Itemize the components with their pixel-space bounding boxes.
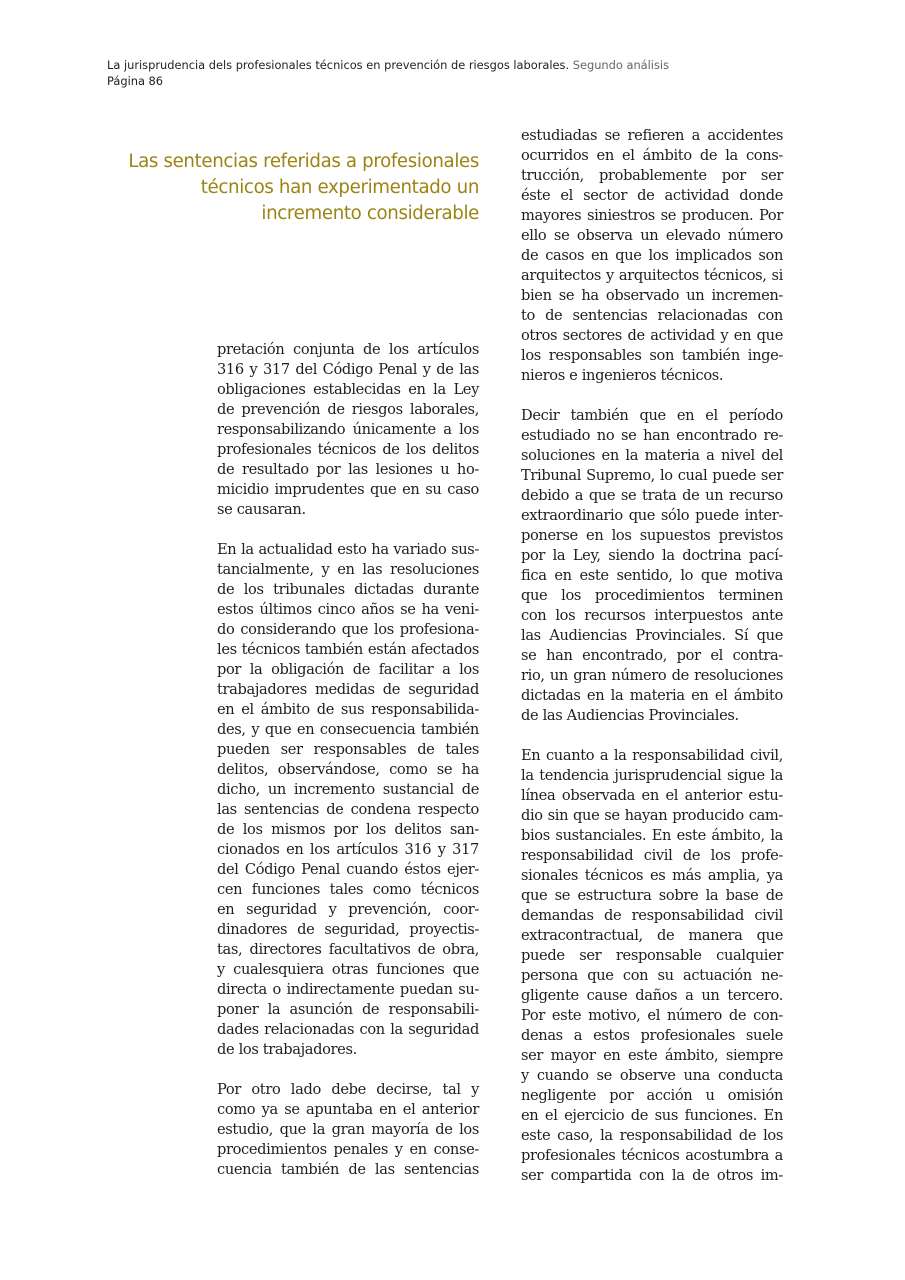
text-line: nieros e ingenieros técnicos.: [521, 367, 724, 384]
paragraph-gap: [217, 1060, 479, 1080]
text-line: debido a que se trata de un recurso: [521, 487, 783, 504]
paragraph: [217, 1080, 479, 1180]
text-line: 316 y 317 del Código Penal y de las: [217, 361, 479, 378]
text-line: dicho, un incremento sustancial de: [217, 781, 479, 798]
text-line: do considerando que los profesiona-: [217, 621, 479, 638]
text-line: soluciones en la materia a nivel del: [521, 447, 783, 464]
text-line: cuencia también de las sentencias: [217, 1161, 479, 1178]
text-line: estos últimos cinco años se ha veni-: [217, 601, 479, 618]
text-line: demandas de responsabilidad civil: [521, 907, 783, 924]
text-line: los responsables son también inge-: [521, 347, 783, 364]
header-subtitle: Segundo análisis: [572, 58, 670, 72]
text-line: en seguridad y prevención, coor-: [217, 901, 479, 918]
text-line: Por este motivo, el número de con-: [521, 1007, 783, 1024]
header-line: [107, 57, 669, 73]
text-line: mayores siniestros se producen. Por: [521, 207, 783, 224]
text-line: ser mayor en este ámbito, siempre: [521, 1047, 783, 1064]
text-line: rio, un gran número de resoluciones: [521, 667, 783, 684]
text-line: que los procedimientos terminen: [521, 587, 783, 604]
text-line: ocurridos en el ámbito de la cons-: [521, 147, 783, 164]
text-line: profesionales técnicos de los delitos: [217, 441, 479, 458]
text-line: tancialmente, y en las resoluciones: [217, 561, 479, 578]
text-line: estudiadas se refieren a accidentes: [521, 127, 783, 144]
text-line: de los tribunales dictadas durante: [217, 581, 479, 598]
text-line: en el ejercicio de sus funciones. En: [521, 1107, 783, 1124]
text-line: dictadas en la materia en el ámbito: [521, 687, 783, 704]
text-line: arquitectos y arquitectos técnicos, si: [521, 267, 783, 284]
text-line: En cuanto a la responsabilidad civil,: [521, 747, 783, 764]
text-line: ponerse en los supuestos previstos: [521, 527, 783, 544]
text-line: como ya se apuntaba en el anterior: [217, 1101, 479, 1118]
text-line: pueden ser responsables de tales: [217, 741, 479, 758]
text-line: del Código Penal cuando éstos ejer-: [217, 861, 479, 878]
text-line: las Audiencias Provinciales. Sí que: [521, 627, 783, 644]
left-text-column: [217, 340, 479, 1180]
text-line: persona que con su actuación ne-: [521, 967, 783, 984]
text-line: la tendencia jurisprudencial sigue la: [521, 767, 783, 784]
text-line: extracontractual, de manera que: [521, 927, 783, 944]
text-line: cen funciones tales como técnicos: [217, 881, 479, 898]
text-line: responsabilizando únicamente a los: [217, 421, 479, 438]
text-line: delitos, observándose, como se ha: [217, 761, 479, 778]
text-line: estudiado no se han encontrado re-: [521, 427, 783, 444]
text-line: éste el sector de actividad donde: [521, 187, 783, 204]
text-line: otros sectores de actividad y en que: [521, 327, 783, 344]
text-line: negligente por acción u omisión: [521, 1087, 783, 1104]
text-line: responsabilidad civil de los profe-: [521, 847, 783, 864]
pull-quote: [100, 149, 479, 227]
text-line: por la obligación de facilitar a los: [217, 661, 479, 678]
text-line: y cualesquiera otras funciones que: [217, 961, 479, 978]
text-line: to de sentencias relacionadas con: [521, 307, 783, 324]
text-line: bien se ha observado un incremen-: [521, 287, 783, 304]
text-line: con los recursos interpuestos ante: [521, 607, 783, 624]
text-line: de prevención de riesgos laborales,: [217, 401, 479, 418]
text-line: dio sin que se hayan producido cam-: [521, 807, 783, 824]
text-line: se causaran.: [217, 501, 306, 518]
text-line: obligaciones establecidas en la Ley: [217, 381, 479, 398]
text-line: trucción, probablemente por ser: [521, 167, 783, 184]
text-line: cionados en los artículos 316 y 317: [217, 841, 479, 858]
text-line: Decir también que en el período: [521, 407, 783, 424]
text-line: de resultado por las lesiones u ho-: [217, 461, 479, 478]
text-line: en el ámbito de sus responsabilida-: [217, 701, 479, 718]
paragraph-gap: [217, 520, 479, 540]
header-title: La jurisprudencia dels profesionales técnicos en prevención de riesgos laborales.: [107, 58, 570, 72]
text-line: des, y que en consecuencia también: [217, 721, 479, 738]
text-line: este caso, la responsabilidad de los: [521, 1127, 783, 1144]
text-line: profesionales técnicos acostumbra a: [521, 1147, 783, 1164]
paragraph: [521, 126, 783, 386]
text-line: de las Audiencias Provinciales.: [521, 707, 739, 724]
text-line: micidio imprudentes que en su caso: [217, 481, 479, 498]
text-line: fica en este sentido, lo que motiva: [521, 567, 783, 584]
text-line: directa o indirectamente puedan su-: [217, 981, 479, 998]
text-line: gligente cause daños a un tercero.: [521, 987, 783, 1004]
text-line: Tribunal Supremo, lo cual puede ser: [521, 467, 783, 484]
pull-quote-line: Las sentencias referidas a profesionales: [128, 151, 479, 172]
text-line: ser compartida con la de otros im-: [521, 1167, 783, 1184]
text-line: puede ser responsable cualquier: [521, 947, 783, 964]
paragraph-gap: [521, 386, 783, 406]
text-line: estudio, que la gran mayoría de los: [217, 1121, 479, 1138]
text-line: les técnicos también están afectados: [217, 641, 479, 658]
text-line: extraordinario que sólo puede inter-: [521, 507, 783, 524]
text-line: pretación conjunta de los artículos: [217, 341, 479, 358]
text-line: línea observada en el anterior estu-: [521, 787, 783, 804]
text-line: de los mismos por los delitos san-: [217, 821, 479, 838]
text-line: y cuando se observe una conducta: [521, 1067, 783, 1084]
text-line: de los trabajadores.: [217, 1041, 357, 1058]
text-line: bios sustanciales. En este ámbito, la: [521, 827, 783, 844]
text-line: por la Ley, siendo la doctrina pací-: [521, 547, 783, 564]
text-line: tas, directores facultativos de obra,: [217, 941, 479, 958]
text-line: trabajadores medidas de seguridad: [217, 681, 479, 698]
text-line: denas a estos profesionales suele: [521, 1027, 783, 1044]
text-line: que se estructura sobre la base de: [521, 887, 783, 904]
text-line: Por otro lado debe decirse, tal y: [217, 1081, 479, 1098]
text-line: se han encontrado, por el contra-: [521, 647, 783, 664]
pull-quote-line: técnicos han experimentado un: [200, 177, 479, 198]
text-line: dinadores de seguridad, proyectis-: [217, 921, 479, 938]
text-line: poner la asunción de responsabili-: [217, 1001, 479, 1018]
page-number: Página 86: [107, 74, 164, 88]
paragraph: [521, 406, 783, 726]
text-line: las sentencias de condena respecto: [217, 801, 479, 818]
paragraph: [521, 746, 783, 1186]
text-line: ello se observa un elevado número: [521, 227, 783, 244]
text-line: sionales técnicos es más amplia, ya: [521, 867, 783, 884]
right-text-column: [521, 126, 783, 1186]
text-line: dades relacionadas con la seguridad: [217, 1021, 479, 1038]
text-line: de casos en que los implicados son: [521, 247, 783, 264]
paragraph-gap: [521, 726, 783, 746]
text-line: En la actualidad esto ha variado sus-: [217, 541, 479, 558]
text-line: procedimientos penales y en conse-: [217, 1141, 479, 1158]
running-header: [107, 57, 669, 89]
pull-quote-line: incremento considerable: [261, 203, 479, 224]
paragraph: [217, 540, 479, 1060]
paragraph: [217, 340, 479, 520]
